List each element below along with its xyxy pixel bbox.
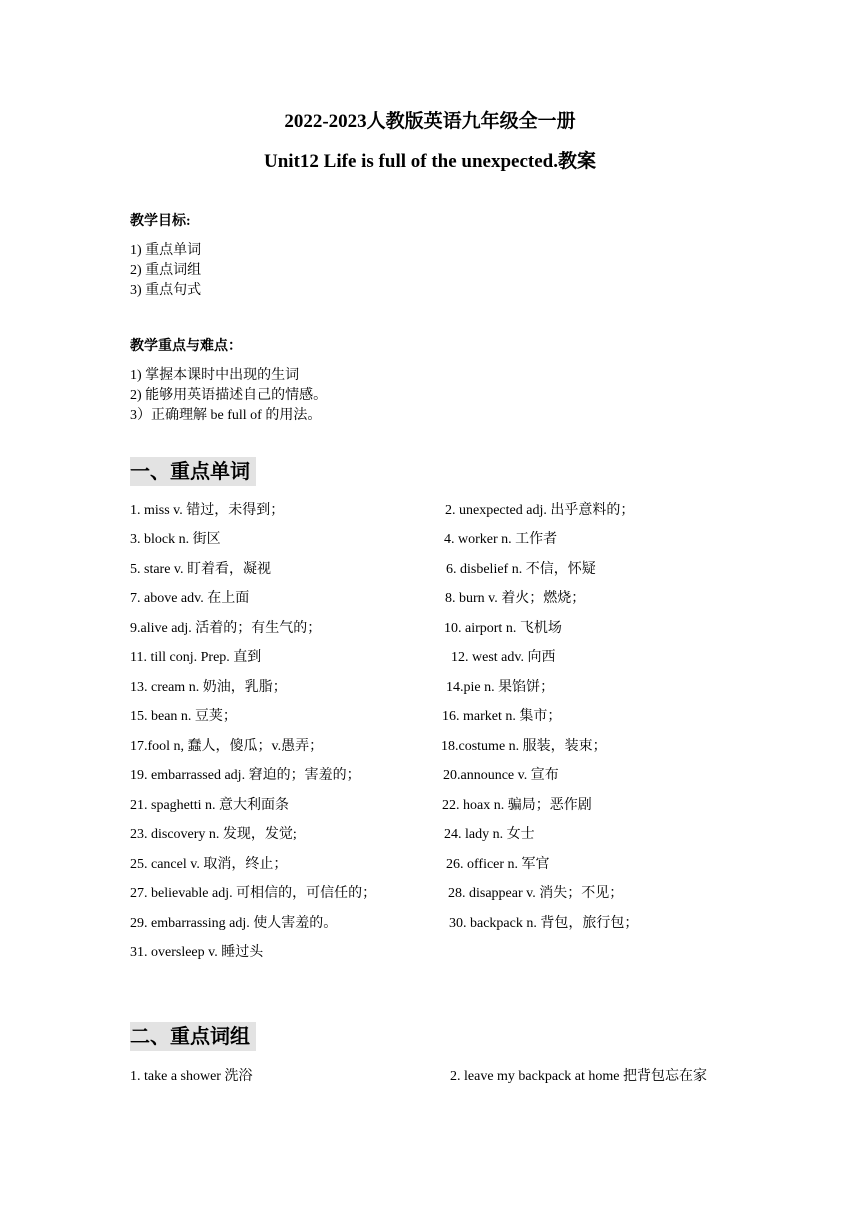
vocab-item: 20.announce v. 宣布 (443, 768, 559, 783)
vocab-item: 31. oversleep v. 睡过头 (130, 945, 264, 960)
focus-item: 2) 能够用英语描述自己的情感。 (130, 388, 328, 403)
objective-item: 2) 重点词组 (130, 263, 202, 278)
vocab-item: 26. officer n. 军官 (446, 857, 550, 872)
vocab-item: 13. cream n. 奶油，乳脂； (130, 680, 287, 695)
vocab-item: 9.alive adj. 活着的；有生气的； (130, 621, 322, 636)
vocab-item: 30. backpack n. 背包，旅行包； (449, 916, 639, 931)
vocab-item: 2. unexpected adj. 出乎意料的； (445, 503, 635, 518)
focus-item: 3）正确理解 be full of 的用法。 (130, 408, 322, 423)
document-subtitle: Unit12 Life is full of the unexpected.教案 (264, 151, 596, 172)
vocab-item: 10. airport n. 飞机场 (444, 621, 562, 636)
vocab-item: 18.costume n. 服装，装束； (441, 739, 607, 754)
vocab-item: 12. west adv. 向西 (451, 650, 556, 665)
vocab-item: 19. embarrassed adj. 窘迫的；害羞的； (130, 768, 361, 783)
vocab-item: 8. burn v. 着火；燃烧； (445, 591, 586, 606)
objective-item: 1) 重点单词 (130, 243, 202, 258)
vocab-item: 23. discovery n. 发现，发觉; (130, 827, 297, 842)
objectives-label: 教学目标: (130, 214, 191, 229)
vocab-item: 15. bean n. 豆荚； (130, 709, 237, 724)
vocab-item: 21. spaghetti n. 意大利面条 (130, 798, 290, 813)
phrase-item: 1. take a shower 洗浴 (130, 1069, 253, 1084)
focus-label: 教学重点与难点： (130, 339, 242, 354)
vocab-item: 5. stare v. 盯着看，凝视 (130, 562, 272, 577)
section-heading-key-words: 一、重点单词 (130, 457, 256, 486)
vocab-item: 11. till conj. Prep. 直到 (130, 650, 262, 665)
phrase-item: 2. leave my backpack at home 把背包忘在家 (450, 1069, 707, 1084)
vocab-item: 3. block n. 街区 (130, 532, 221, 547)
vocab-item: 22. hoax n. 骗局；恶作剧 (442, 798, 592, 813)
vocab-item: 17.fool n, 蠢人，傻瓜；v.愚弄； (130, 739, 324, 754)
vocab-item: 28. disappear v. 消失；不见； (448, 886, 624, 901)
vocab-item: 25. cancel v. 取消，终止； (130, 857, 288, 872)
vocab-item: 6. disbelief n. 不信，怀疑 (446, 562, 596, 577)
vocab-item: 4. worker n. 工作者 (444, 532, 558, 547)
section-heading-key-phrases: 二、重点词组 (130, 1022, 256, 1051)
vocab-item: 24. lady n. 女士 (444, 827, 535, 842)
document-title: 2022-2023人教版英语九年级全一册 (284, 111, 576, 132)
objective-item: 3) 重点句式 (130, 283, 202, 298)
focus-item: 1) 掌握本课时中出现的生词 (130, 368, 300, 383)
vocab-item: 27. believable adj. 可相信的，可信任的； (130, 886, 377, 901)
vocab-item: 7. above adv. 在上面 (130, 591, 250, 606)
vocab-item: 16. market n. 集市； (442, 709, 562, 724)
vocab-item: 1. miss v. 错过，未得到； (130, 503, 285, 518)
vocab-item: 14.pie n. 果馅饼； (446, 680, 555, 695)
vocab-item: 29. embarrassing adj. 使人害羞的。 (130, 916, 338, 931)
